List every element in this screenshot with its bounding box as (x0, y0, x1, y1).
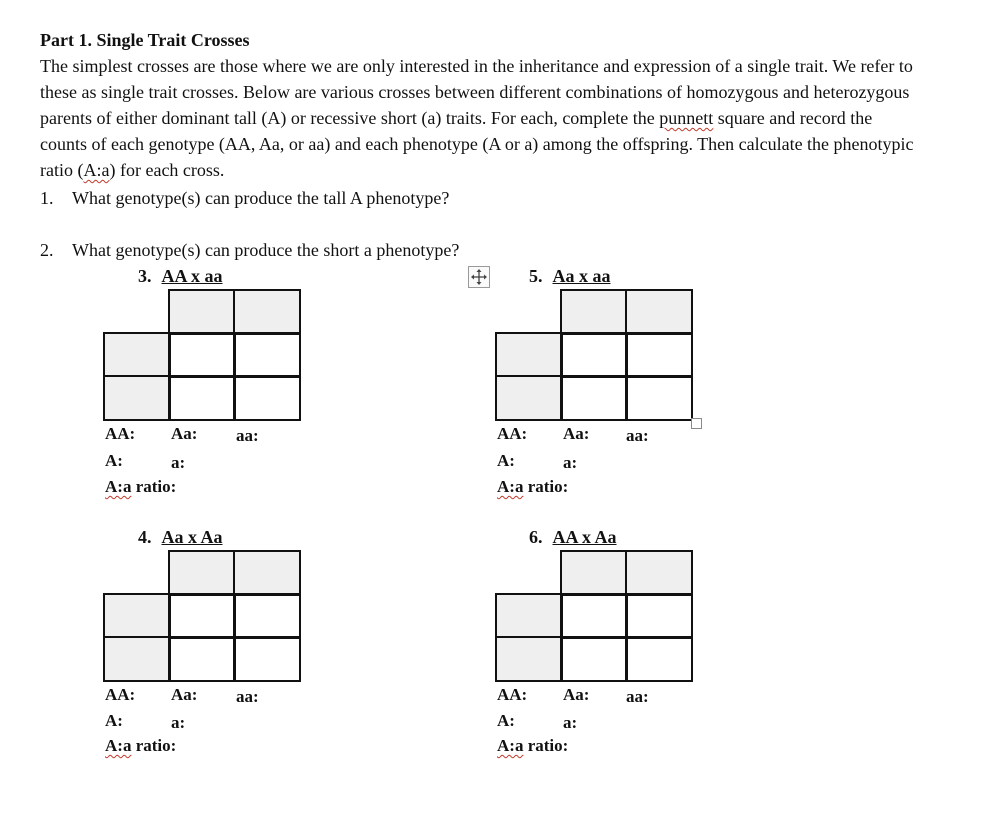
cross-number: 4. (138, 527, 152, 547)
cross-title-5 (529, 264, 611, 288)
table-move-handle[interactable] (468, 266, 490, 288)
punnett-header-cell[interactable] (495, 332, 563, 378)
table-resize-handle[interactable] (691, 418, 702, 429)
punnett-square-6 (495, 550, 691, 680)
phenotype-label-a: a: (171, 713, 186, 732)
cross-title-4 (138, 525, 223, 549)
phenotype-label-a: a: (563, 713, 578, 732)
punnett-offspring-cell[interactable] (625, 332, 693, 378)
cross-genotypes: AA x aa (161, 266, 223, 286)
cross-number: 6. (529, 527, 543, 547)
spellcheck-flag-punnett[interactable]: punnett (659, 108, 714, 128)
cross-number: 3. (138, 266, 152, 286)
genotype-label-aa: aa: (236, 426, 259, 445)
cross-title-6 (529, 525, 617, 549)
cross-title-3 (138, 264, 223, 288)
genotype-label-AA: AA: (105, 685, 136, 704)
punnett-offspring-cell[interactable] (560, 636, 628, 682)
punnett-offspring-cell[interactable] (560, 332, 628, 378)
punnett-offspring-cell[interactable] (168, 593, 236, 639)
punnett-offspring-cell[interactable] (625, 593, 693, 639)
cross-number: 5. (529, 266, 543, 286)
punnett-header-cell[interactable] (495, 375, 563, 421)
punnett-square-3 (103, 289, 299, 419)
question-1 (40, 186, 449, 210)
punnett-offspring-cell[interactable] (560, 593, 628, 639)
punnett-header-cell[interactable] (103, 636, 171, 682)
question-number: 2. (40, 240, 54, 260)
ratio-label-text: ratio: (131, 477, 177, 496)
punnett-header-cell[interactable] (560, 289, 628, 335)
punnett-offspring-cell[interactable] (168, 636, 236, 682)
spellcheck-flag-ratio[interactable]: A:a (83, 160, 110, 180)
question-2 (40, 238, 459, 262)
ratio-label (105, 736, 176, 756)
question-text: What genotype(s) can produce the tall A phenotype? (72, 188, 450, 208)
intro-text-c: ) for each cross. (109, 160, 225, 180)
punnett-header-cell[interactable] (103, 332, 171, 378)
genotype-label-Aa: Aa: (563, 685, 590, 704)
phenotype-label-A: A: (105, 711, 123, 730)
punnett-header-cell[interactable] (103, 375, 171, 421)
ratio-label (497, 477, 568, 497)
spellcheck-flag-ratio-label[interactable]: A:a (105, 477, 132, 496)
genotype-label-AA: AA: (497, 685, 528, 704)
genotype-label-AA: AA: (105, 424, 136, 443)
spellcheck-flag-ratio-label[interactable]: A:a (105, 736, 132, 755)
punnett-header-cell[interactable] (625, 550, 693, 596)
question-text: What genotype(s) can produce the short a phenotype? (72, 240, 460, 260)
punnett-offspring-cell[interactable] (233, 375, 301, 421)
punnett-header-cell[interactable] (233, 550, 301, 596)
punnett-offspring-cell[interactable] (625, 636, 693, 682)
ratio-label-text: ratio: (131, 736, 177, 755)
cross-genotypes: Aa x Aa (161, 527, 223, 547)
genotype-label-aa: aa: (626, 687, 649, 706)
intro-text-b: square and record the counts of each genotype (AA, Aa, or aa) and each phenotype (A or a) among the offspring. Then calculate the phenotypic ratio ( (40, 108, 914, 180)
genotype-label-Aa: Aa: (563, 424, 590, 443)
punnett-offspring-cell[interactable] (560, 375, 628, 421)
cross-genotypes: AA x Aa (552, 527, 617, 547)
punnett-offspring-cell[interactable] (233, 636, 301, 682)
punnett-header-cell[interactable] (495, 636, 563, 682)
punnett-square-4 (103, 550, 299, 680)
intro-text-a: The simplest crosses are those where we are only interested in the inheritance and expression of a single trait. We refer to these as single trait crosses. Below are various crosses between different combinations of homozygous and heterozygous parents of either dominant tall (A) or recessive short (a) traits. For each, complete the (40, 56, 913, 128)
punnett-header-cell[interactable] (103, 593, 171, 639)
ratio-label-text: ratio: (523, 736, 569, 755)
spellcheck-flag-ratio-label[interactable]: A:a (497, 736, 524, 755)
genotype-label-AA: AA: (497, 424, 528, 443)
punnett-header-cell[interactable] (625, 289, 693, 335)
punnett-header-cell[interactable] (495, 593, 563, 639)
question-number: 1. (40, 188, 54, 208)
spellcheck-flag-ratio-label[interactable]: A:a (497, 477, 524, 496)
phenotype-label-a: a: (563, 453, 578, 472)
cross-genotypes: Aa x aa (552, 266, 611, 286)
genotype-label-aa: aa: (626, 426, 649, 445)
intro-paragraph (40, 53, 920, 183)
ratio-label-text: ratio: (523, 477, 569, 496)
punnett-header-cell[interactable] (233, 289, 301, 335)
genotype-label-aa: aa: (236, 687, 259, 706)
genotype-label-Aa: Aa: (171, 424, 198, 443)
punnett-offspring-cell[interactable] (233, 332, 301, 378)
move-arrows-icon (469, 267, 489, 287)
genotype-label-Aa: Aa: (171, 685, 198, 704)
punnett-header-cell[interactable] (560, 550, 628, 596)
phenotype-label-A: A: (105, 451, 123, 470)
punnett-header-cell[interactable] (168, 550, 236, 596)
section-heading: Part 1. Single Trait Crosses (40, 30, 250, 50)
phenotype-label-A: A: (497, 711, 515, 730)
phenotype-label-a: a: (171, 453, 186, 472)
punnett-offspring-cell[interactable] (168, 332, 236, 378)
punnett-offspring-cell[interactable] (625, 375, 693, 421)
punnett-square-5 (495, 289, 691, 419)
phenotype-label-A: A: (497, 451, 515, 470)
punnett-offspring-cell[interactable] (168, 375, 236, 421)
punnett-offspring-cell[interactable] (233, 593, 301, 639)
punnett-header-cell[interactable] (168, 289, 236, 335)
ratio-label (105, 477, 176, 497)
ratio-label (497, 736, 568, 756)
